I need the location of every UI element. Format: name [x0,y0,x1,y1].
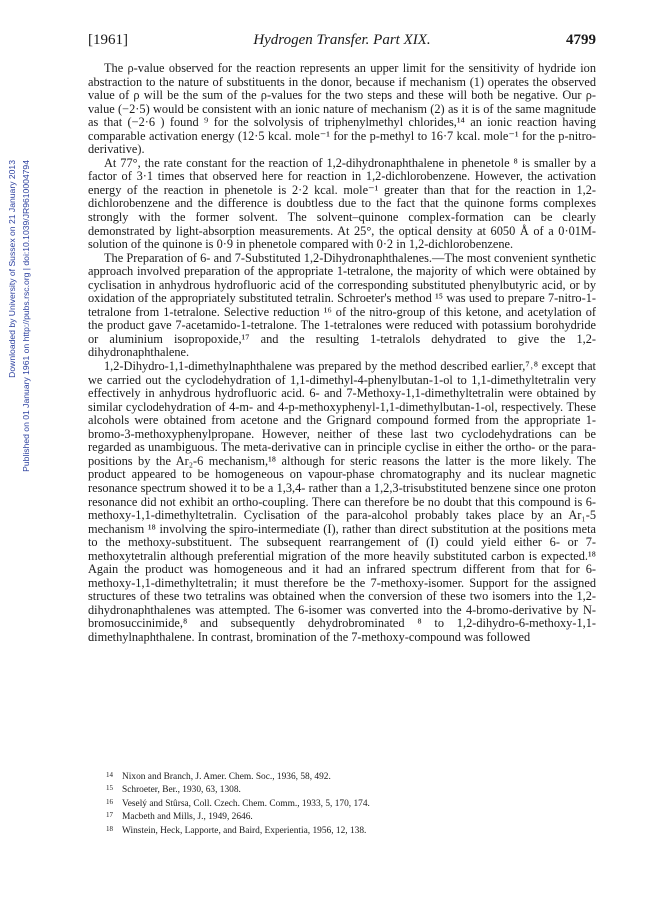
footnote [106,797,596,810]
header-page-number: 4799 [566,32,596,48]
footnote-text: Schroeter, Ber., 1930, 63, 1308. [122,785,241,796]
footnote [106,810,596,823]
running-header [88,32,596,54]
footnotes [106,770,596,837]
footnote-text: Veselý and Stûrsa, Coll. Czech. Chem. Comm., 1933, 5, 170, 174. [122,798,370,809]
footnote-number: 16 [106,797,113,806]
paragraph-preparation: The Preparation of 6- and 7-Substituted 1,2-Dihydronaphthalenes.—The most convenient synthetic approach involved preparation of the appropriate 1-tetralone, the majority of which were obtained by cyclisation in anhydrous hydrofluoric acid of the corresponding substituted phenylbutyric acid, or by oxidation of the appropriately substituted tetralin. Schroeter's method ¹⁵ was used to prepare 7-nitro-1-tetralone from 1-tetralone. Selective reduction ¹⁶ of the nitro-group of this ketone, and acetylation of the product gave 7-acetamido-1-tetralone. The 1-tetralones were reduced with potassium borohydride or aluminium isopropoxide,¹⁷ and the resulting 1-tetralols dehydrated to give the 1,2-dihydronaphthalene. [88,250,596,360]
header-year: [1961] [88,32,128,48]
footnote-text: Macbeth and Mills, J., 1949, 2646. [122,812,253,823]
side-watermark [4,160,44,590]
footnote [106,824,596,837]
article-body [88,62,596,645]
footnote-number: 15 [106,784,113,793]
footnote-text: Nixon and Branch, J. Amer. Chem. Soc., 1936, 58, 492. [122,772,331,782]
footnote-number: 18 [106,824,113,833]
watermark-downloaded: Downloaded by University of Sussex on 21 January 2013 [7,160,17,378]
paragraph-phenetole: At 77°, the rate constant for the reaction of 1,2-dihydronaphthalene in phenetole ⁸ is smaller by a factor of 3·1 times that observed here for reaction in 1,2-dichlorobenzene. However, the activation energy of the reaction in phenetole is 2·2 kcal. mole⁻¹ greater than that for the reaction in 1,2-dichlorobenzene and the difference is doubtless due to the fact that the quinone forms complexes strongly with the former solvent. The solvent–quinone complex-formation can be clearly demonstrated by light-absorption measurements. At 25°, the optical density at 6050 Å of a 0·01M-solution of the quinone is 0·9 in phenetole compared with 0·2 in 1,2-dichlorobenzene. [88,155,596,252]
header-title: Hydrogen Transfer. Part XIX. [253,32,431,48]
footnote [106,770,596,783]
footnote-text: Winstein, Heck, Lapporte, and Baird, Experientia, 1956, 12, 138. [122,825,367,836]
footnote-number: 17 [106,811,113,820]
footnote-number: 14 [106,771,113,779]
footnote [106,783,596,796]
paragraph-rho-value: The ρ-value observed for the reaction represents an upper limit for the sensitivity of hydride ion abstraction to the nature of substituents in the donor, because if mechanism (1) operates the observed value of ρ will be the sum of the ρ-values for the two steps and these will both be negative. Our ρ-value (−2·5) would be consistent with an ionic nature of mechanism (2) as it is of the same magnitude as that (−2·6 ) found ⁹ for the solvolysis of triphenylmethyl chlorides,¹⁴ an ionic reaction having comparable activation energy (12·5 kcal. mole⁻¹ for the p-methyl to 16·7 kcal. mole⁻¹ for the p-nitro-derivative). [88,61,596,157]
paragraph-dihydro-dimethyl: 1,2-Dihydro-1,1-dimethylnaphthalene was prepared by the method described earlier,⁷˒⁸ except that we carried out the cyclodehydration of 1,1-dimethyl-4-phenylbutan-1-ol to 1,1-dimethyltetralin very effectively in anhydrous hydrofluoric acid. 6- and 7-Methoxy-1,1-dimethyltetralin were obtained by similar cyclodehydration of 4-m- and 4-p-methoxyphenyl-1,1-dimethylbutan-1-ol, respectively. These alcohols were obtained from acetone and the Grignard compound formed from the appropriate 1-bromo-3-methoxyphenylpropane. However, neither of these last two cyclodehydrations can be regarded as unambiguous. The meta-derivative can in principle cyclise in either the ortho- or the para-positions by the Ar₂-6 mechanism,¹⁸ although for steric reasons the latter is the more likely. The product appeared to be homogeneous on vapour-phase chromatography and its nuclear magnetic resonance spectrum showed it to be a 1,3,4- rather than a 1,2,3-trisubstituted benzene since one proton resonance did not exhibit an ortho-coupling. There can therefore be no doubt that this compound is 6-methoxy-1,1-dimethyltetralin. Cyclisation of the para-alcohol probably takes place by an Ar₁-5 mechanism ¹⁸ involving the spiro-intermediate (I), rather than direct substitution at the positions meta to the methoxy-substituent. The subsequent rearrangement of (I) could yield either 6- or 7-methoxytetralin although preferential migration of the more heavily substituted carbon is expected.¹⁸ Again the product was homogeneous and it had an infrared spectrum different from that for 6-methoxy-1,1-dimethyltetralin; it must therefore be the 7-methoxy-isomer. Support for the assigned structures of these two tetralins was obtained when the conversion of these two isomers into the 1,2-dihydronaphthalenes was attempted. The 6-isomer was converted into the 4-bromo-derivative by N-bromosuccinimide,⁸ and subsequently dehydrobrominated ⁸ to 1,2-dihydro-6-methoxy-1,1-dimethylnaphthalene. In contrast, bromination of the 7-methoxy-compound was followed [88,359,596,644]
watermark-published: Published on 01 January 1961 on http://pubs.rsc.org | doi:10.1039/JR9610004794 [21,160,31,472]
